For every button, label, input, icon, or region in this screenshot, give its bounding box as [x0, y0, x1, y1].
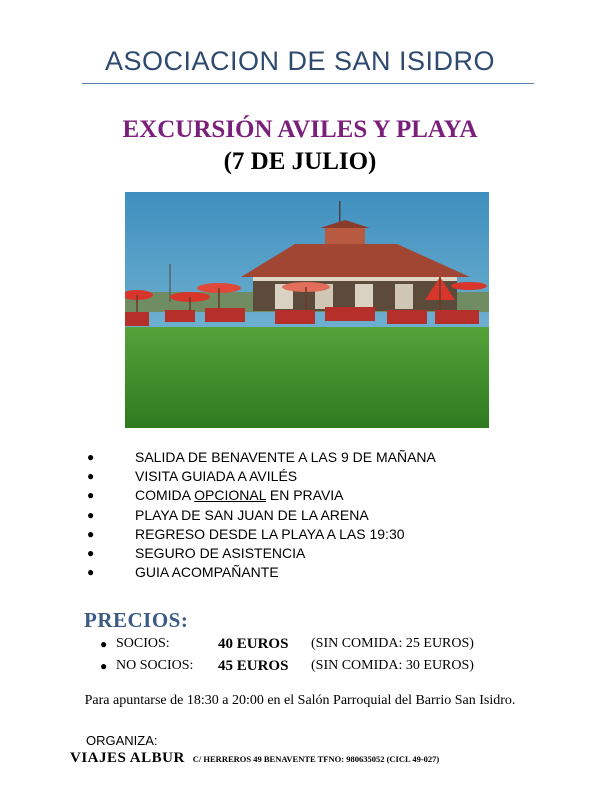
itinerary-item — [0, 448, 600, 467]
itinerary-text: GUIA ACOMPAÑANTE — [135, 564, 279, 581]
price-amount: 40 EUROS — [218, 636, 289, 652]
bullet-dot: ● — [100, 659, 108, 673]
organizer-name: VIAJES ALBUR — [70, 750, 185, 766]
itinerary-item — [0, 563, 600, 582]
association-title: ASOCIACION DE SAN ISIDRO — [104, 46, 496, 76]
bullet-dot: ● — [87, 565, 95, 580]
signup-info: Para apuntarse de 18:30 a 20:00 en el Salón Parroquial del Barrio San Isidro. — [84, 693, 516, 708]
beach-pavilion-photo — [125, 192, 489, 428]
bullet-dot: ● — [100, 637, 108, 651]
title-divider — [82, 83, 534, 84]
price-row-members — [100, 633, 570, 655]
itinerary-item — [0, 544, 600, 563]
organizer-contact: C/ HERREROS 49 BENAVENTE TFNO: 980635052 (CICL 49-027) — [192, 754, 440, 764]
itinerary-text: VISITA GUIADA A AVILÉS — [135, 468, 298, 485]
bullet-dot: ● — [87, 526, 95, 541]
price-label: NO SOCIOS: — [116, 658, 194, 673]
price-label: SOCIOS: — [116, 636, 170, 651]
event-title: EXCURSIÓN AVILES Y PLAYA — [122, 116, 478, 143]
bullet-dot: ● — [87, 507, 95, 522]
optional-emphasis: OPCIONAL — [194, 487, 266, 504]
prices-heading: PRECIOS: — [84, 608, 189, 632]
itinerary-text: SALIDA DE BENAVENTE A LAS 9 DE MAÑANA — [135, 449, 436, 465]
itinerary-text: SEGURO DE ASISTENCIA — [135, 544, 306, 561]
itinerary-item — [0, 486, 600, 505]
price-note: (SIN COMIDA: 30 EUROS) — [311, 658, 474, 673]
itinerary-list — [0, 448, 600, 582]
bullet-dot: ● — [87, 488, 95, 503]
itinerary-item — [0, 506, 600, 525]
price-note: (SIN COMIDA: 25 EUROS) — [311, 636, 474, 651]
price-amount: 45 EUROS — [218, 658, 289, 674]
bullet-dot: ● — [87, 450, 95, 464]
itinerary-text: COMIDA — [135, 487, 195, 504]
itinerary-text: REGRESO DESDE LA PLAYA A LAS 19:30 — [135, 525, 405, 542]
lawn — [125, 327, 489, 428]
organizer-line — [70, 749, 439, 767]
event-date: (7 DE JULIO) — [223, 148, 377, 175]
organizer-label: ORGANIZA: — [86, 733, 158, 748]
itinerary-text: EN PRAVIA — [265, 487, 344, 504]
bullet-dot: ● — [87, 545, 95, 560]
bullet-dot: ● — [87, 469, 95, 484]
price-row-non-members — [100, 655, 570, 677]
itinerary-item — [0, 467, 600, 486]
itinerary-text: PLAYA DE SAN JUAN DE LA ARENA — [135, 506, 369, 523]
itinerary-item — [0, 525, 600, 544]
